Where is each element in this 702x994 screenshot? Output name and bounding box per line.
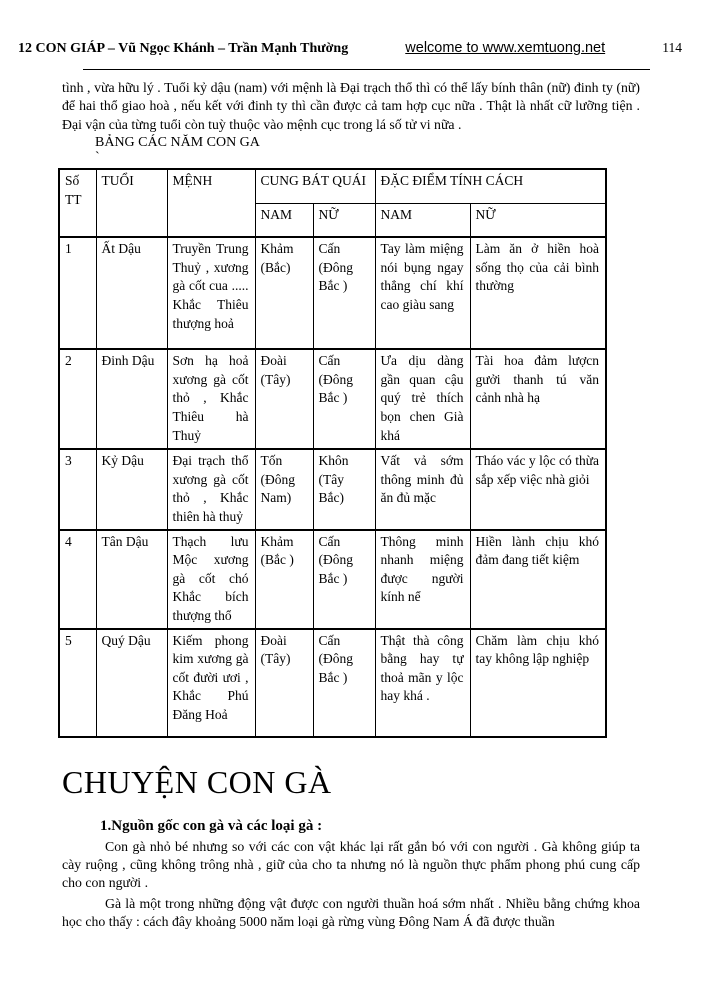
cell-menh: Truyền Trung Thuỷ , xương gà cốt cua ..... Khắc Thiêu thượng hoả <box>167 237 255 349</box>
cell-cung-nu: Cấn (Đông Bắc ) <box>313 237 375 349</box>
cell-cung-nam: Đoài (Tây) <box>255 629 313 737</box>
cell-stt: 3 <box>59 449 96 529</box>
cell-stt: 5 <box>59 629 96 737</box>
table-row <box>59 349 606 449</box>
cell-tinhcach-nam: Vất vả sớm thông minh đủ ăn đủ mặc <box>375 449 470 529</box>
site-link[interactable]: welcome to www.xemtuong.net <box>405 40 606 56</box>
running-header <box>18 40 682 57</box>
cell-tinhcach-nu: Tài hoa đảm lượcn gưởi thanh tú văn cảnh nhà hạ <box>470 349 606 449</box>
cell-menh: Thạch lưu Mộc xương gà cốt chó Khắc bích thượng thổ <box>167 530 255 629</box>
col-header-stt: Số TT <box>59 169 96 237</box>
cell-tinhcach-nu: Tháo vác y lộc có thừa sắp xếp việc nhà giỏi <box>470 449 606 529</box>
cell-tinhcach-nam: Tay làm miệng nói bụng ngay thẳng chí khí cao giàu sang <box>375 237 470 349</box>
cell-cung-nam: Khảm (Bắc) <box>255 237 313 349</box>
table-caption: BẢNG CÁC NĂM CON GA <box>95 135 260 151</box>
page-number: 114 <box>662 40 682 55</box>
cell-menh: Kiếm phong kim xương gà cốt đười ươi , Khắc Phú Đăng Hoả <box>167 629 255 737</box>
cell-menh: Sơn hạ hoả xương gà cốt thỏ , Khắc Thiêu hà Thuỷ <box>167 349 255 449</box>
rooster-years-table <box>58 168 607 737</box>
intro-paragraph: tình , vừa hữu lý . Tuổi kỷ dậu (nam) với mệnh là Đại trạch thổ thì có thể lấy bính thân (nữ) đinh ty (nữ) để hai thổ giao hoà , nếu kết với đinh ty thì cần được cả tam hợp cục nữa . Thật là nhất cữ lưỡng tiện . Đại vận của từng tuổi còn tuỳ thuộc vào mệnh cục trong lá số tử vi nữa . <box>62 80 640 132</box>
subsection-title: 1.Nguồn gốc con gà và các loại gà : <box>100 817 323 834</box>
cell-menh: Đại trạch thổ xương gà cốt thỏ , Khắc thiên hà thuỷ <box>167 449 255 529</box>
cell-cung-nu: Cấn (Đông Bắc ) <box>313 629 375 737</box>
col-header-dac-diem-tinh-cach: ĐẶC ĐIỂM TÍNH CÁCH <box>375 169 606 203</box>
subheader-cung-nu: NỮ <box>313 203 375 237</box>
body-paragraph-2: Gà là một trong những động vật được con người thuần hoá sớm nhất . Nhiều bằng chứng khoa học cho thấy : cách đây khoảng 5000 năm loại gà rừng vùng Đông Nam Á đã được thuần <box>62 895 640 930</box>
cell-stt: 1 <box>59 237 96 349</box>
table-row <box>59 237 606 349</box>
cell-tinhcach-nu: Chăm làm chịu khó tay không lập nghiệp <box>470 629 606 737</box>
body-paragraph-1: Con gà nhỏ bé nhưng so với các con vật khác lại rất gắn bó với con người . Gà không giúp ta cày ruộng , cũng không trông nhà , giữ của cho ta nhưng nó là nguồn thực phẩm phong phú cung cấp cho con người . <box>62 838 640 891</box>
cell-cung-nam: Tốn (Đông Nam) <box>255 449 313 529</box>
cell-tinhcach-nu: Hiền lành chịu khó đảm đang tiết kiệm <box>470 530 606 629</box>
cell-tuoi: Ất Dậu <box>96 237 167 349</box>
book-title: 12 CON GIÁP – Vũ Ngọc Khánh – Trần Mạnh Thường <box>18 41 349 56</box>
table-row <box>59 629 606 737</box>
cell-tinhcach-nam: Ưa dịu dàng gần quan cậu quý trẻ thích bọn chen Già khá <box>375 349 470 449</box>
cell-tuoi: Tân Dậu <box>96 530 167 629</box>
stray-accent-mark: ` <box>95 150 100 166</box>
subheader-cung-nam: NAM <box>255 203 313 237</box>
section-title: CHUYỆN CON GÀ <box>62 763 332 800</box>
table-row <box>59 449 606 529</box>
cell-tinhcach-nam: Thật thà công bằng hay tự thoả mãn y lộc hay khá . <box>375 629 470 737</box>
cell-cung-nu: Cấn (Đông Bắc ) <box>313 530 375 629</box>
cell-tinhcach-nu: Làm ăn ở hiền hoà sống thọ của cải bình thường <box>470 237 606 349</box>
col-header-menh: MỆNH <box>167 169 255 237</box>
subheader-dacdiem-nam: NAM <box>375 203 470 237</box>
table-header-row-1 <box>59 169 606 203</box>
cell-tuoi: Đinh Dậu <box>96 349 167 449</box>
cell-stt: 2 <box>59 349 96 449</box>
cell-cung-nu: Cấn (Đông Bắc ) <box>313 349 375 449</box>
cell-stt: 4 <box>59 530 96 629</box>
cell-cung-nam: Khảm (Bắc ) <box>255 530 313 629</box>
col-header-cung-bat-quai: CUNG BÁT QUÁI <box>255 169 375 203</box>
cell-cung-nu: Khôn (Tây Bắc) <box>313 449 375 529</box>
header-divider <box>83 69 650 70</box>
subheader-dacdiem-nu: NỮ <box>470 203 606 237</box>
cell-cung-nam: Đoài (Tây) <box>255 349 313 449</box>
cell-tinhcach-nam: Thông minh nhanh miệng được người kính nể <box>375 530 470 629</box>
cell-tuoi: Kỷ Dậu <box>96 449 167 529</box>
table-row <box>59 530 606 629</box>
col-header-tuoi: TUỔI <box>96 169 167 237</box>
cell-tuoi: Quý Dậu <box>96 629 167 737</box>
